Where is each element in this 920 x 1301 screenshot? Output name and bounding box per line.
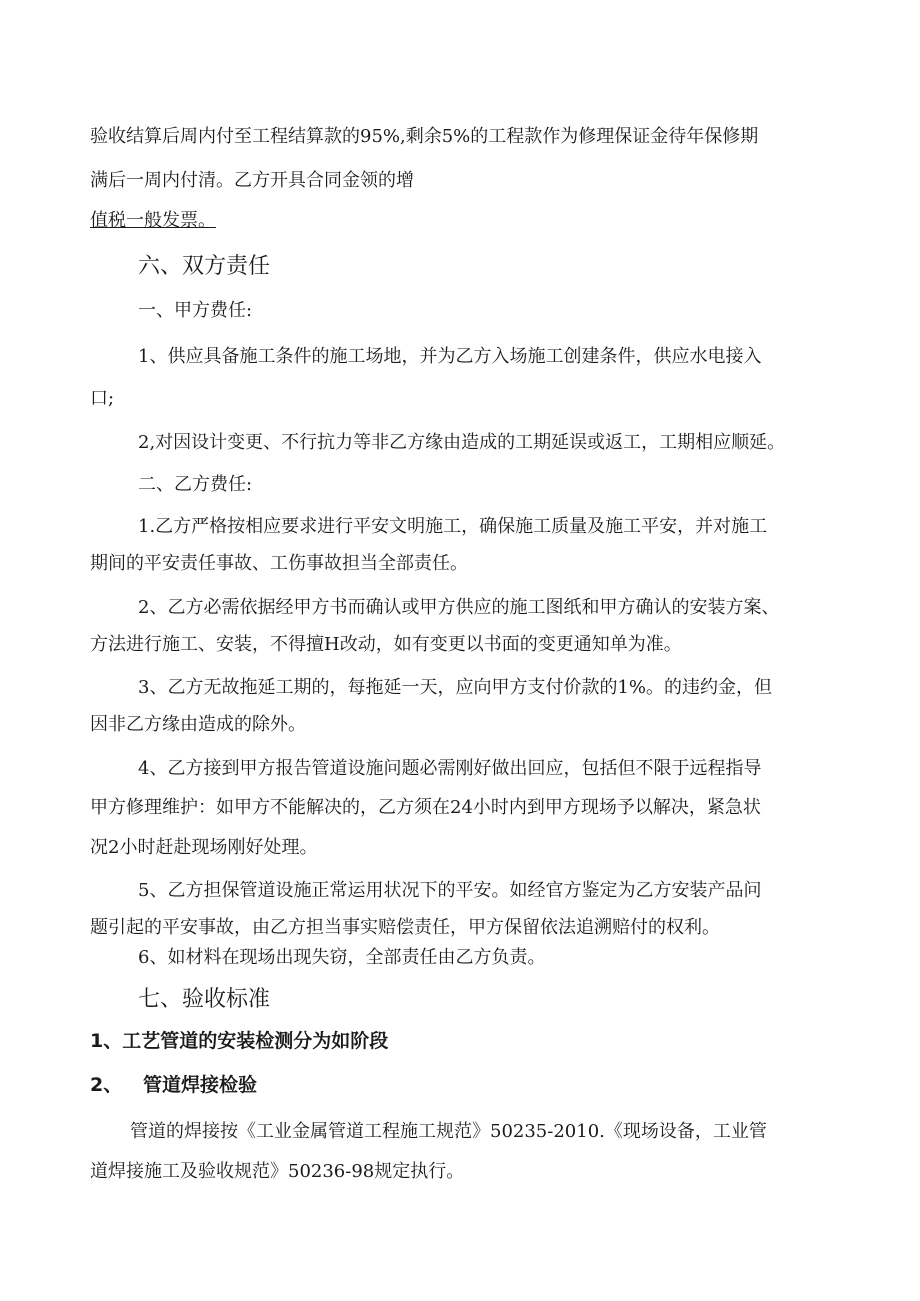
- party-b-item-2-line-2: 方法进行施工、安装，不得擅H改动，如有变更以书面的变更通知单为准。: [90, 634, 682, 655]
- party-b-item-3-line-2: 因非乙方缘由造成的除外。: [90, 714, 306, 735]
- party-a-item-1-line-2: 口;: [90, 388, 115, 409]
- party-a-item-2: 2,对因设计变更、不行抗力等非乙方缘由造成的工期延误或返工，工期相应顺延。: [138, 432, 786, 453]
- welding-paragraph-line-2: 道焊接施工及验收规范》50236-98规定执行。: [90, 1161, 465, 1182]
- payment-line-3: 值税一般发票。: [90, 210, 216, 231]
- party-b-item-4-line-3: 况2小时赶赴现场刚好处理。: [90, 837, 318, 858]
- party-b-title: 二、乙方费任:: [138, 474, 253, 495]
- payment-line-1: 验收结算后周内付至工程结算款的95%,剩余5%的工程款作为修理保证金待年保修期: [90, 126, 759, 147]
- party-b-item-4-line-1: 4、乙方接到甲方报告管道设施问题必需刚好做出回应，包括但不限于远程指导: [138, 758, 762, 779]
- party-b-item-1-line-1: 1.乙方严格按相应要求进行平安文明施工，确保施工质量及施工平安，并对施工: [138, 516, 768, 537]
- section-7-item-1: 1、工艺管道的安装检测分为如阶段: [90, 1030, 389, 1052]
- party-b-item-6: 6、如材料在现场出现失窃，全部责任由乙方负责。: [138, 947, 546, 968]
- section-7-item-2-text: 管道焊接检验: [143, 1074, 258, 1096]
- section-7-title: 七、验收标准: [138, 987, 271, 1012]
- party-b-item-3-line-1: 3、乙方无故拖延工期的，每拖延一天，应向甲方支付价款的1%。的违约金，但: [138, 677, 773, 698]
- section-7-item-2-number: 2、: [90, 1074, 123, 1096]
- party-a-item-1-line-1: 1、供应具备施工条件的施工场地，并为乙方入场施工创建条件，供应水电接入: [138, 346, 762, 367]
- party-b-item-5-line-2: 题引起的平安事故，由乙方担当事实赔偿责任，甲方保留依法追溯赔付的权利。: [90, 917, 720, 938]
- section-6-title: 六、双方责任: [138, 254, 271, 279]
- party-b-item-5-line-1: 5、乙方担保管道设施正常运用状况下的平安。如经官方鉴定为乙方安装产品问: [138, 880, 762, 901]
- party-b-item-1-line-2: 期间的平安责任事故、工伤事故担当全部责任。: [90, 553, 468, 574]
- party-b-item-2-line-1: 2、乙方必需依据经甲方书而确认或甲方供应的施工图纸和甲方确认的安装方案、: [138, 597, 780, 618]
- welding-paragraph-line-1: 管道的焊接按《工业金属管道工程施工规范》50235-2010.《现场设备，工业管: [130, 1121, 767, 1142]
- party-b-item-4-line-2: 甲方修理维护：如甲方不能解决的，乙方须在24小时内到甲方现场予以解决，紧急状: [90, 797, 761, 818]
- payment-line-2: 满后一周内付清。乙方开具合同金领的增: [90, 170, 414, 191]
- party-a-title: 一、甲方费任:: [138, 300, 253, 321]
